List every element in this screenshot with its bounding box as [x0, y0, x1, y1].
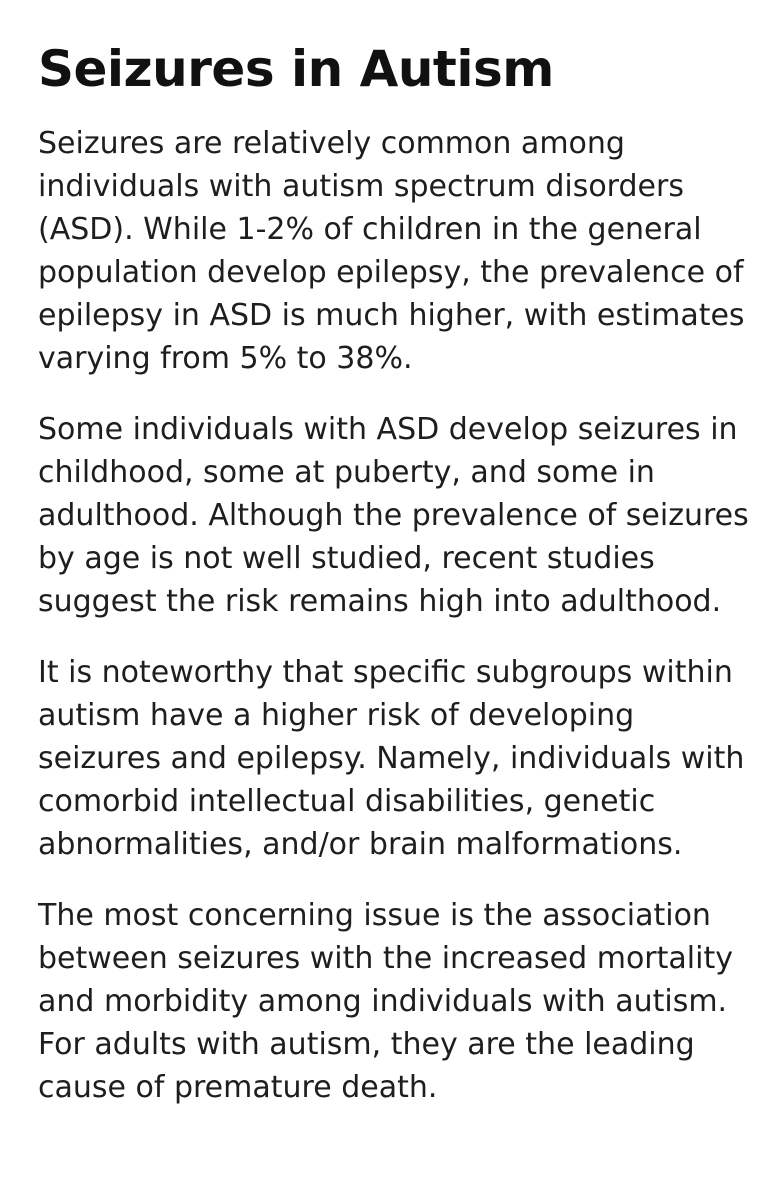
- paragraph-mortality: The most concerning issue is the association between seizures with the increased mortality and morbidity among individuals with autism. For adults with autism, they are the leading cause of premature death.: [38, 898, 733, 1105]
- paragraph-subgroups: It is noteworthy that specific subgroups within autism have a higher risk of developing seizures and epilepsy. Namely, individuals with comorbid intellectual disabilities, genetic abnormalities, and/or brain malformations.: [38, 655, 745, 862]
- paragraph-onset-age: Some individuals with ASD develop seizures in childhood, some at puberty, and some in adulthood. Although the prevalence of seizures by age is not well studied, recent studies suggest the risk remains high into adulthood.: [38, 412, 749, 619]
- page-title: Seizures in Autism: [38, 40, 554, 98]
- article: [38, 36, 758, 1137]
- paragraph-prevalence: Seizures are relatively common among individuals with autism spectrum disorders (ASD). While 1-2% of children in the general population develop epilepsy, the prevalence of epilepsy in ASD is much higher, with estimates varying from 5% to 38%.: [38, 126, 745, 376]
